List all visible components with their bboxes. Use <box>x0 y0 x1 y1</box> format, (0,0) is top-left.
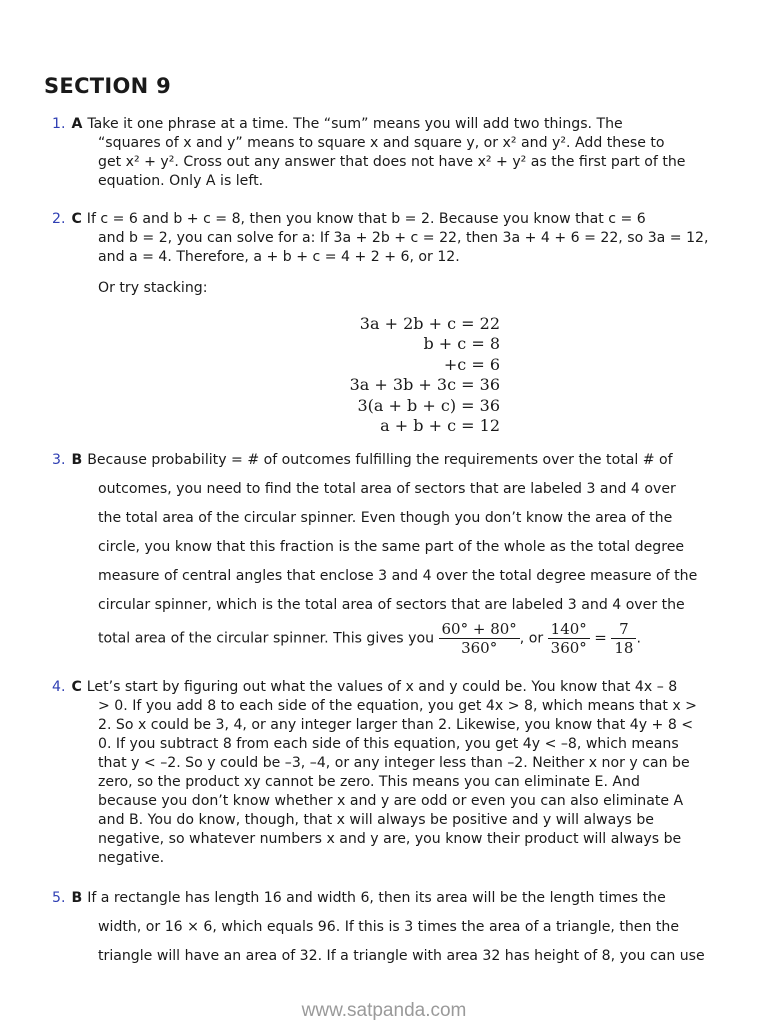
answer-item-4 <box>52 678 724 868</box>
explanation-line: equation. Only A is left. <box>98 173 264 189</box>
explanation-line: 0. If you subtract 8 from each side of this equation, you get 4y < –8, which means <box>98 736 679 752</box>
fraction-numerator: 140° <box>548 620 590 639</box>
explanation-line: “squares of x and y” means to square x and square y, or x² and y². Add these to <box>98 135 665 151</box>
equation-line: +c = 6 <box>443 354 500 374</box>
stacking-intro: Or try stacking: <box>98 280 208 296</box>
fraction-numerator: 7 <box>611 620 636 639</box>
question-number: 3. <box>52 452 66 468</box>
explanation-line: If a rectangle has length 16 and width 6, then its area will be the length times the <box>87 890 666 906</box>
equation-line: b + c = 8 <box>423 334 500 354</box>
equation-line: 3a + 2b + c = 22 <box>359 314 500 333</box>
explanation-line: get x² + y². Cross out any answer that does not have x² + y² as the first part of the <box>98 154 686 170</box>
fraction-numerator: 60° + 80° <box>439 620 520 639</box>
or-text: , or <box>519 630 544 647</box>
explanation-line: negative. <box>98 850 165 866</box>
explanation-line: If c = 6 and b + c = 8, then you know that b = 2. Because you know that c = 6 <box>86 211 646 227</box>
explanation-line: 2. So x could be 3, 4, or any integer larger than 2. Likewise, you know that 4y + 8 < <box>98 717 694 733</box>
equals-sign: = <box>594 628 607 647</box>
explanation-line: outcomes, you need to find the total area of sectors that are labeled 3 and 4 over <box>98 481 676 497</box>
explanation-line: triangle will have an area of 32. If a triangle with area 32 has height of 8, you can use <box>98 948 705 964</box>
answer-letter: A <box>71 116 83 132</box>
answer-letter: C <box>71 679 82 695</box>
explanation-line: and a = 4. Therefore, a + b + c = 4 + 2 + 6, or 12. <box>98 249 460 265</box>
fraction-denominator: 360° <box>550 639 587 657</box>
stacking-equations <box>340 314 500 436</box>
question-number: 1. <box>52 116 66 132</box>
explanation-line: zero, so the product xy cannot be zero. This means you can eliminate E. And <box>98 774 640 790</box>
explanation-line: that y < –2. So y could be –3, –4, or any integer less than –2. Neither x nor y can be <box>98 755 690 771</box>
equation-line: 3(a + b + c) = 36 <box>357 395 500 415</box>
answer-letter: B <box>71 452 83 468</box>
explanation-line: Let’s start by figuring out what the values of x and y could be. You know that 4x – 8 <box>86 679 678 695</box>
explanation-line: > 0. If you add 8 to each side of the equation, you get 4x > 8, which means that x > <box>98 698 697 714</box>
explanation-line: and B. You do know, though, that x will always be positive and y will always be <box>98 812 654 828</box>
answer-item-5 <box>52 884 724 971</box>
explanation-line: the total area of the circular spinner. Even though you don’t know the area of the <box>98 510 673 526</box>
equation-line: 3a + 3b + 3c = 36 <box>349 375 500 395</box>
fraction <box>611 620 636 657</box>
explanation-line: because you don’t know whether x and y are odd or even you can also eliminate A <box>98 793 684 809</box>
explanation-line: Take it one phrase at a time. The “sum” means you will add two things. The <box>87 116 623 132</box>
answer-item-2 <box>52 210 724 298</box>
explanation-line: circle, you know that this fraction is the same part of the whole as the total degree <box>98 539 685 555</box>
fraction-denominator: 360° <box>461 639 498 657</box>
answer-item-3 <box>52 446 724 657</box>
question-number: 4. <box>52 679 66 695</box>
explanation-line: negative, so whatever numbers x and y are, you know their product will always be <box>98 831 682 847</box>
site-footer-url: www.satpanda.com <box>301 1000 467 1021</box>
question-number: 2. <box>52 211 66 227</box>
explanation-line: width, or 16 × 6, which equals 96. If this is 3 times the area of a triangle, then the <box>98 919 680 935</box>
fraction <box>439 620 520 657</box>
section-title: SECTION 9 <box>44 74 172 98</box>
question-number: 5. <box>52 890 66 906</box>
explanation-line: Because probability = # of outcomes fulfilling the requirements over the total # of <box>87 452 673 468</box>
answer-letter: B <box>71 890 83 906</box>
fraction <box>548 620 590 657</box>
equation-line: a + b + c = 12 <box>380 416 500 436</box>
explanation-line: circular spinner, which is the total area of sectors that are labeled 3 and 4 over the <box>98 597 685 613</box>
explanation-line: and b = 2, you can solve for a: If 3a + 2b + c = 22, then 3a + 4 + 6 = 22, so 3a = 12, <box>98 230 709 246</box>
answer-item-1 <box>52 115 724 191</box>
explanation-line: total area of the circular spinner. This gives you <box>98 630 435 647</box>
answer-letter: C <box>71 211 82 227</box>
period: . <box>636 630 641 647</box>
explanation-line: measure of central angles that enclose 3 and 4 over the total degree measure of the <box>98 568 698 584</box>
explanation-last-line <box>98 620 724 657</box>
fraction-denominator: 18 <box>614 639 634 657</box>
